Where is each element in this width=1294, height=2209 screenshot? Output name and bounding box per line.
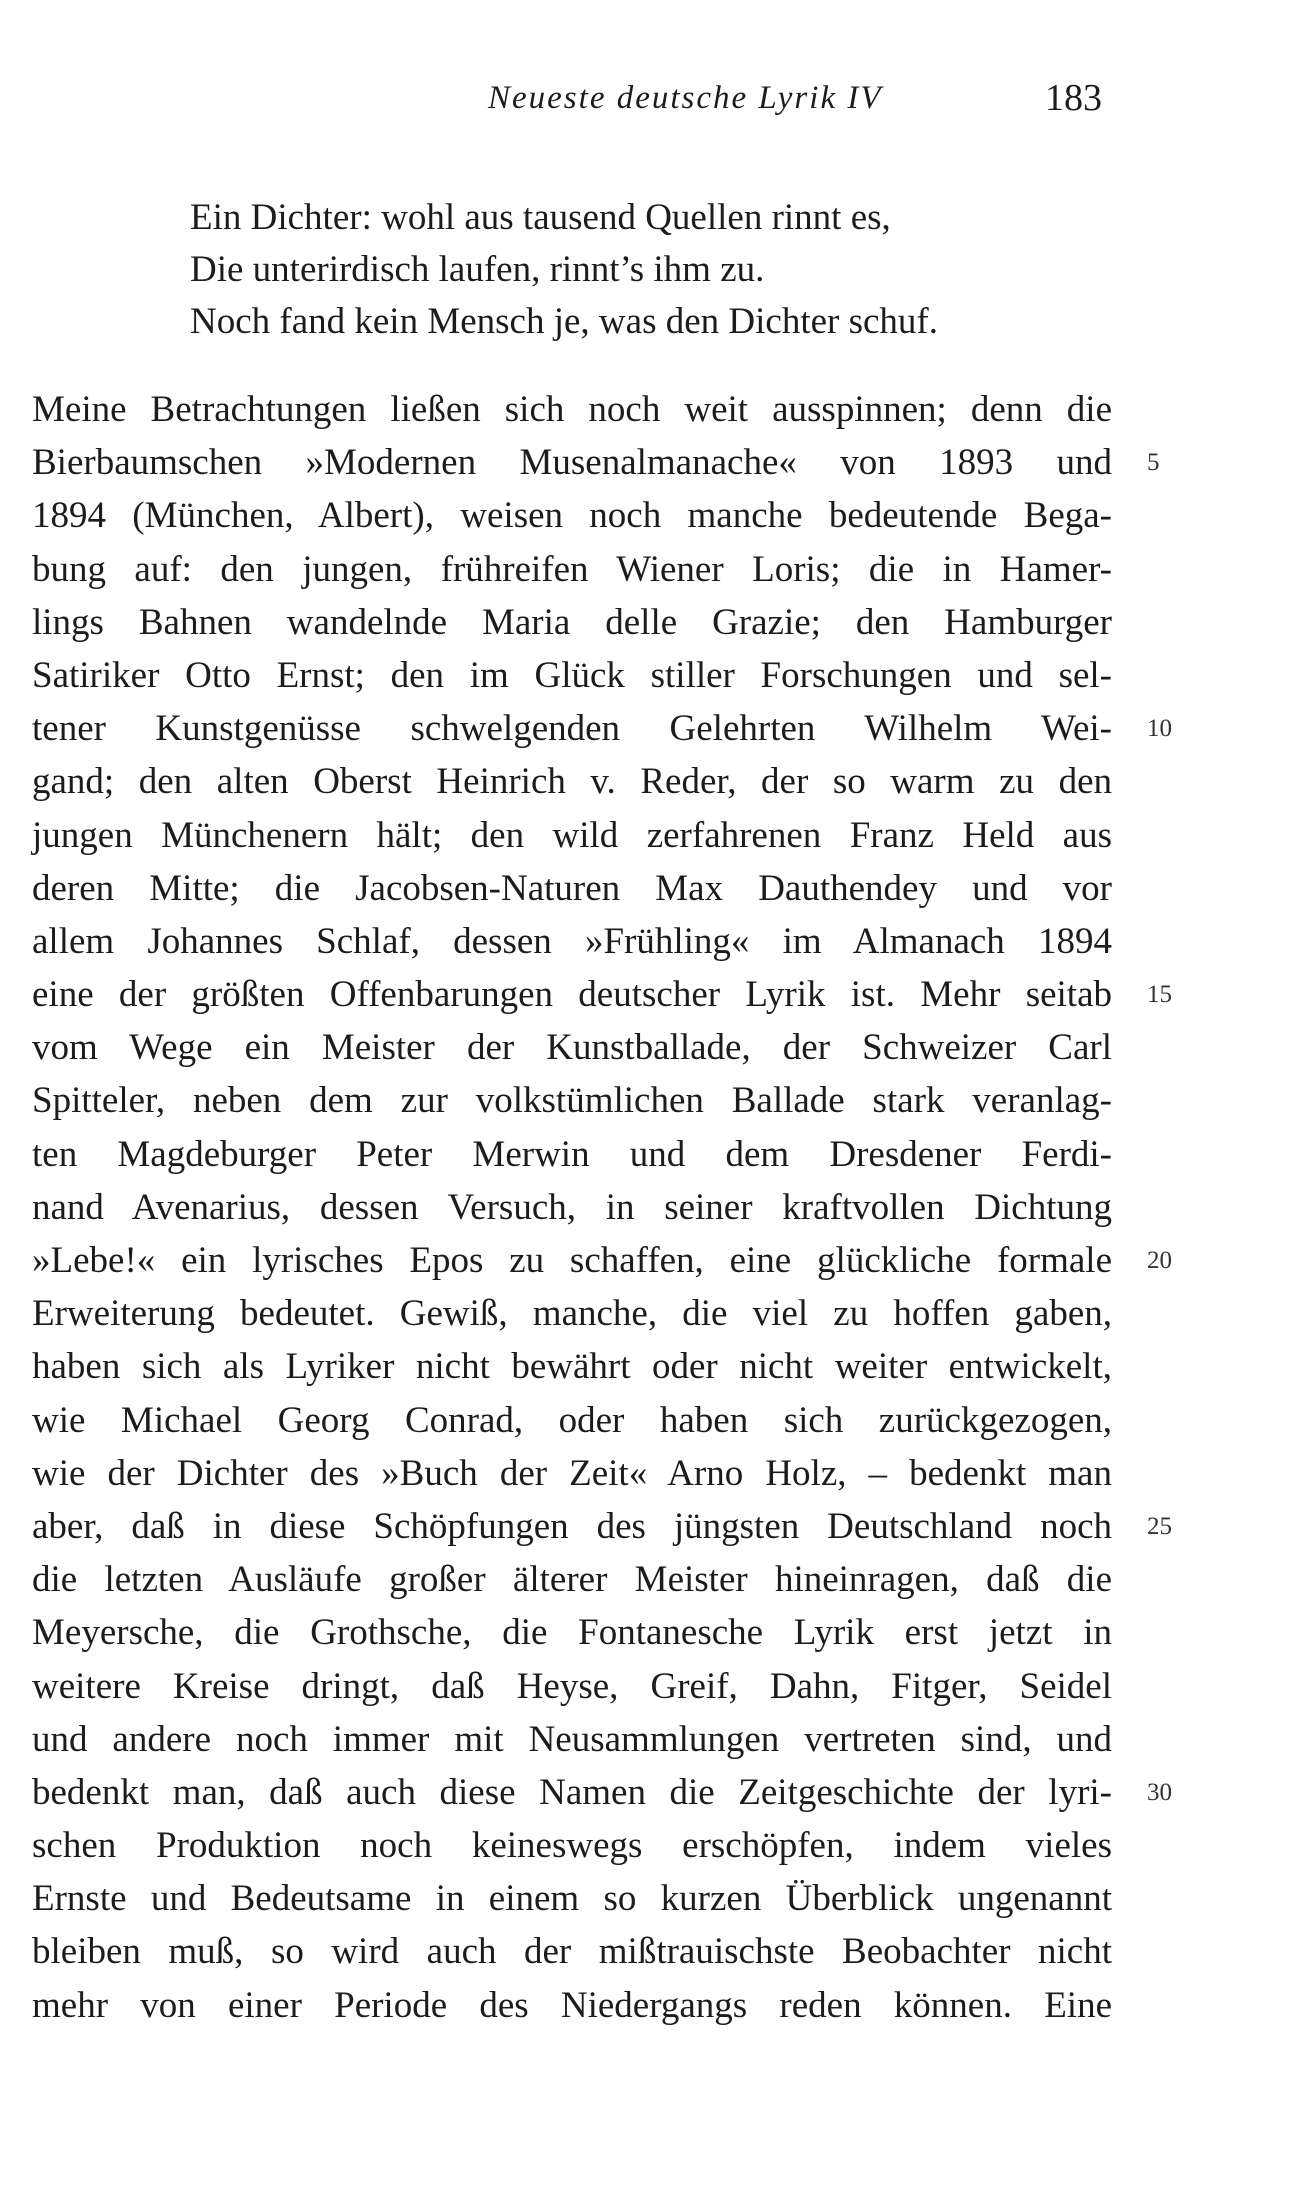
text-line: jungen Münchenern hält; den wild zerfahrenen Franz Held aus	[32, 814, 1112, 856]
text-line: aber, daß in diese Schöpfungen des jüngsten Deutschland noch 25	[32, 1500, 1112, 1553]
text-line: lings Bahnen wandelnde Maria delle Grazie; den Hamburger	[32, 601, 1112, 643]
text-line: haben sich als Lyriker nicht bewährt oder nicht weiter entwickelt,	[32, 1346, 1112, 1388]
line-number: 10	[1147, 715, 1172, 743]
text-line: vom Wege ein Meister der Kunstballade, der Schweizer Carl	[32, 1027, 1112, 1069]
page-number: 183	[1045, 77, 1102, 119]
running-title: Neueste deutsche Lyrik IV	[488, 80, 883, 116]
verse-quote	[190, 192, 1140, 348]
text-line: Meine Betrachtungen ließen sich noch weit ausspinnen; denn die	[32, 389, 1112, 430]
verse-line: Noch fand kein Mensch je, was den Dichter schuf.	[190, 301, 938, 342]
text-line: bedenkt man, daß auch diese Namen die Zeitgeschichte der lyri- 30	[32, 1766, 1112, 1819]
text-line: deren Mitte; die Jacobsen-Naturen Max Dauthendey und vor	[32, 867, 1112, 909]
line-number: 15	[1147, 981, 1172, 1009]
text-line: Ernste und Bedeutsame in einem so kurzen Überblick ungenannt	[32, 1878, 1112, 1920]
line-number: 30	[1147, 1778, 1172, 1806]
text-line: Bierbaumschen »Modernen Musenalmanache« von 1893 und 5	[32, 436, 1112, 489]
text-line: bung auf: den jungen, frühreifen Wiener Loris; die in Hamer-	[32, 548, 1112, 590]
body-text	[32, 383, 1172, 2032]
text-line: 1894 (München, Albert), weisen noch manche bedeutende Bega-	[32, 495, 1112, 537]
text-line: und andere noch immer mit Neusammlungen vertreten sind, und	[32, 1718, 1112, 1760]
text-line: weitere Kreise dringt, daß Heyse, Greif, Dahn, Fitger, Seidel	[32, 1665, 1112, 1707]
text-line: eine der größten Offenbarungen deutscher Lyrik ist. Mehr seitab 15	[32, 968, 1112, 1021]
text-line: »Lebe!« ein lyrisches Epos zu schaffen, eine glückliche formale 20	[32, 1234, 1112, 1287]
text-line: Erweiterung bedeutet. Gewiß, manche, die viel zu hoffen gaben,	[32, 1293, 1112, 1335]
verse-line: Ein Dichter: wohl aus tausend Quellen rinnt es,	[190, 197, 891, 238]
line-number: 25	[1147, 1512, 1172, 1540]
text-line: bleiben muß, so wird auch der mißtrauischste Beobachter nicht	[32, 1931, 1112, 1973]
text-line: gand; den alten Oberst Heinrich v. Reder, der so warm zu den	[32, 761, 1112, 803]
text-line: tener Kunstgenüsse schwelgenden Gelehrten Wilhelm Wei- 10	[32, 702, 1112, 755]
text-line: ten Magdeburger Peter Merwin und dem Dresdener Ferdi-	[32, 1133, 1112, 1175]
verse-line: Die unterirdisch laufen, rinnt’s ihm zu.	[190, 249, 765, 290]
text-line: wie der Dichter des »Buch der Zeit« Arno Holz, – bedenkt man	[32, 1452, 1112, 1494]
text-line: nand Avenarius, dessen Versuch, in seiner kraftvollen Dichtung	[32, 1186, 1112, 1228]
text-line: allem Johannes Schlaf, dessen »Frühling« im Almanach 1894	[32, 920, 1112, 962]
text-line: schen Produktion noch keineswegs erschöpfen, indem vieles	[32, 1825, 1112, 1867]
text-line: Spitteler, neben dem zur volkstümlichen Ballade stark veranlag-	[32, 1080, 1112, 1122]
text-line: die letzten Ausläufe großer älterer Meister hineinragen, daß die	[32, 1559, 1112, 1601]
running-header	[0, 76, 1294, 136]
line-number: 5	[1147, 449, 1160, 477]
text-line: mehr von einer Periode des Niedergangs reden können. Eine	[32, 1984, 1112, 2026]
line-number: 20	[1147, 1247, 1172, 1274]
text-line: wie Michael Georg Conrad, oder haben sich zurückgezogen,	[32, 1399, 1112, 1441]
text-line: Meyersche, die Grothsche, die Fontanesche Lyrik erst jetzt in	[32, 1612, 1112, 1654]
text-line: Satiriker Otto Ernst; den im Glück stiller Forschungen und sel-	[32, 654, 1112, 696]
